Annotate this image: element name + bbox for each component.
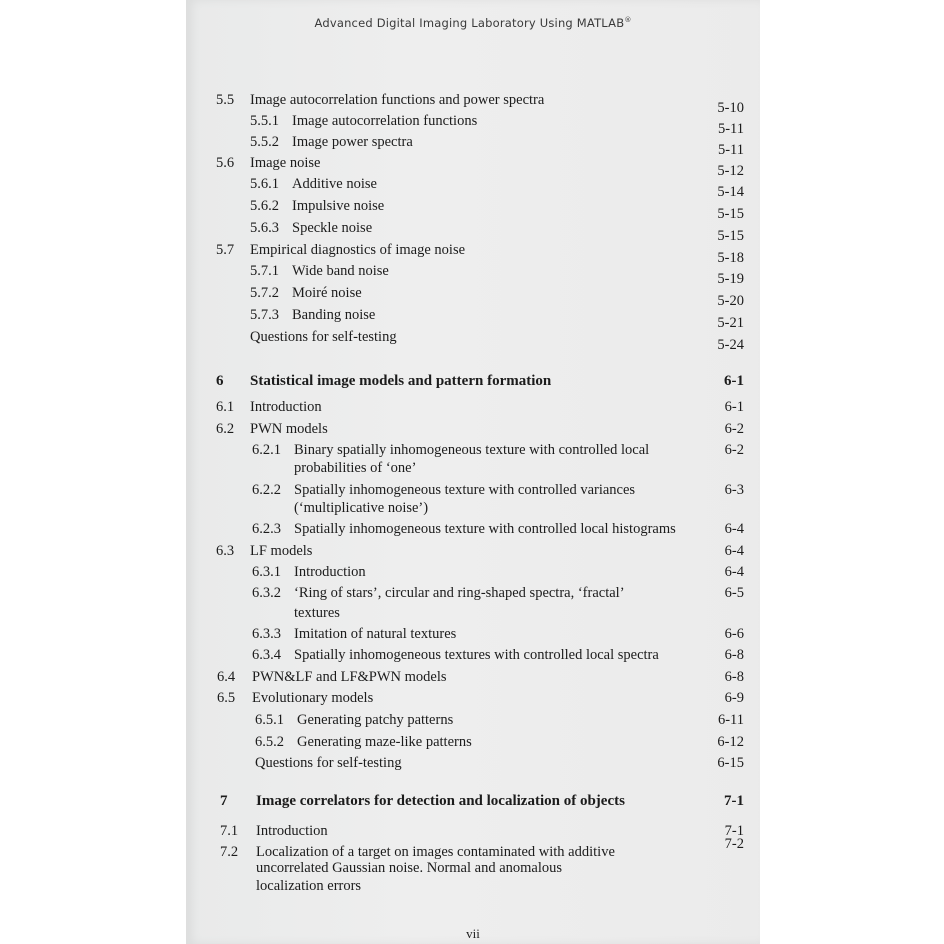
toc-section-number: 7.1	[220, 823, 239, 839]
toc-section-title: Introduction	[250, 399, 322, 415]
toc-section-title: Introduction	[256, 823, 328, 839]
toc-section-title: Empirical diagnostics of image noise	[250, 242, 466, 258]
toc-page-number: 5-12	[717, 163, 744, 179]
toc-section-title: Evolutionary models	[252, 690, 374, 706]
toc-section-title: Spatially inhomogeneous textures with controlled local spectra	[294, 647, 659, 663]
toc-section-title: Image noise	[250, 155, 321, 171]
toc-section-title: probabilities of ‘one’	[294, 460, 417, 476]
toc-page-number: 7-1	[724, 793, 744, 809]
toc-page-number: 7-1	[724, 823, 744, 839]
toc-section-number: 6.3.4	[252, 647, 281, 663]
toc-section-title: Banding noise	[292, 307, 376, 323]
toc-section-number: 6.3.1	[252, 564, 281, 580]
toc-page-number: 6-2	[724, 421, 744, 437]
toc-section-number: 6.4	[217, 669, 236, 685]
toc-page-number: 6-12	[717, 734, 744, 750]
toc-page-number: 6-5	[724, 585, 744, 601]
toc-page-number: 7-2	[724, 836, 744, 852]
header-title: Advanced Digital Imaging Laboratory Using MATLAB	[314, 16, 625, 30]
toc-section-number: 6.5.2	[255, 734, 284, 750]
toc-section-title: Impulsive noise	[292, 198, 385, 214]
toc-page-number: 6-9	[724, 690, 744, 706]
toc-page-number: 6-15	[717, 755, 744, 771]
toc-page-number: 6-4	[724, 521, 744, 537]
toc-section-number: 6.5.1	[255, 712, 284, 728]
toc-section-number: 6.3	[216, 543, 235, 559]
toc-section-title: (‘multiplicative noise’)	[294, 500, 429, 516]
toc-page-number: 5-24	[717, 337, 744, 353]
toc-section-title: Image power spectra	[292, 134, 413, 150]
toc-section-number: 7	[220, 793, 228, 809]
toc-section-number: 5.7.2	[250, 285, 279, 301]
toc-page-number: 6-4	[724, 564, 744, 580]
toc-section-title: Wide band noise	[292, 263, 389, 279]
toc-page-number: 6-3	[724, 482, 744, 498]
toc-section-number: 5.6.2	[250, 198, 279, 214]
running-header	[186, 16, 760, 30]
toc-section-title: ‘Ring of stars’, circular and ring-shaped spectra, ‘fractal’	[294, 585, 625, 601]
toc-section-number: 5.7	[216, 242, 235, 258]
toc-page-number: 5-15	[717, 228, 744, 244]
toc-section-title: Spatially inhomogeneous texture with controlled local histograms	[294, 521, 676, 537]
toc-section-title: Speckle noise	[292, 220, 373, 236]
toc-section-title: Imitation of natural textures	[294, 626, 457, 642]
toc-page-number: 5-18	[717, 250, 744, 266]
toc-page-number: 5-11	[717, 142, 744, 158]
toc-page-number: 6-1	[724, 399, 744, 415]
toc-page-number: 5-14	[717, 184, 744, 200]
page-number: vii	[466, 926, 480, 941]
toc-page-number: 6-11	[717, 712, 744, 728]
toc-section-number: 6.3.2	[252, 585, 281, 601]
toc-page-number: 6-8	[724, 647, 744, 663]
toc-section-number: 5.6.1	[250, 176, 279, 192]
toc-page-number: 5-11	[717, 121, 744, 137]
toc-section-title: Image autocorrelation functions	[292, 113, 478, 129]
toc-section-number: 5.5.1	[250, 113, 279, 129]
toc-section-title: Generating patchy patterns	[297, 712, 454, 728]
toc-page-number: 5-21	[717, 315, 744, 331]
book-page	[186, 0, 760, 944]
toc-section-title: Generating maze-like patterns	[297, 734, 472, 750]
toc-section-number: 6.2.1	[252, 442, 281, 458]
toc-section-number: 5.6.3	[250, 220, 279, 236]
toc-section-number: 6.1	[216, 399, 235, 415]
toc-page-number: 5-19	[717, 271, 744, 287]
toc-section-title: Moiré noise	[292, 285, 362, 301]
toc-section-number: 6.2	[216, 421, 235, 437]
toc-page-number: 6-8	[724, 669, 744, 685]
toc-section-number: 5.5	[216, 92, 235, 108]
toc-page-number: 5-20	[717, 293, 744, 309]
toc-page-number: 6-2	[724, 442, 744, 458]
toc-section-number: 6.3.3	[252, 626, 281, 642]
toc-section-title: Introduction	[294, 564, 366, 580]
toc-section-title: Questions for self-testing	[250, 329, 397, 345]
toc-section-title: Spatially inhomogeneous texture with controlled variances	[294, 482, 636, 498]
toc-section-number: 6.2.2	[252, 482, 281, 498]
toc-page-number: 5-10	[717, 100, 744, 116]
toc-section-number: 5.7.1	[250, 263, 279, 279]
toc-page-number: 6-6	[724, 626, 744, 642]
toc-section-title: Statistical image models and pattern formation	[250, 373, 552, 389]
toc-section-title: PWN models	[250, 421, 328, 437]
toc-section-number: 5.7.3	[250, 307, 279, 323]
toc-section-title: Localization of a target on images contaminated with additive	[256, 844, 615, 860]
toc-section-title: localization errors	[256, 878, 362, 894]
toc-section-title: Binary spatially inhomogeneous texture with controlled local	[294, 442, 650, 458]
toc-section-title: uncorrelated Gaussian noise. Normal and anomalous	[256, 860, 563, 876]
toc-page-number: 6-1	[724, 373, 744, 389]
toc-section-number: 6.5	[217, 690, 236, 706]
toc-section-title: LF models	[250, 543, 313, 559]
toc-section-number: 5.5.2	[250, 134, 279, 150]
registered-mark: ®	[624, 16, 632, 25]
toc-section-title: Additive noise	[292, 176, 377, 192]
toc-section-title: Questions for self-testing	[255, 755, 402, 771]
toc-section-title: Image autocorrelation functions and power spectra	[250, 92, 545, 108]
toc-section-number: 5.6	[216, 155, 235, 171]
toc-section-title: textures	[294, 605, 340, 621]
toc-page-number: 5-15	[717, 206, 744, 222]
toc-section-title: Image correlators for detection and localization of objects	[256, 793, 625, 809]
toc-section-number: 7.2	[220, 844, 239, 860]
toc-page-number: 6-4	[724, 543, 744, 559]
toc-section-number: 6.2.3	[252, 521, 281, 537]
toc-section-number: 6	[216, 373, 224, 389]
toc-section-title: PWN&LF and LF&PWN models	[252, 669, 447, 685]
